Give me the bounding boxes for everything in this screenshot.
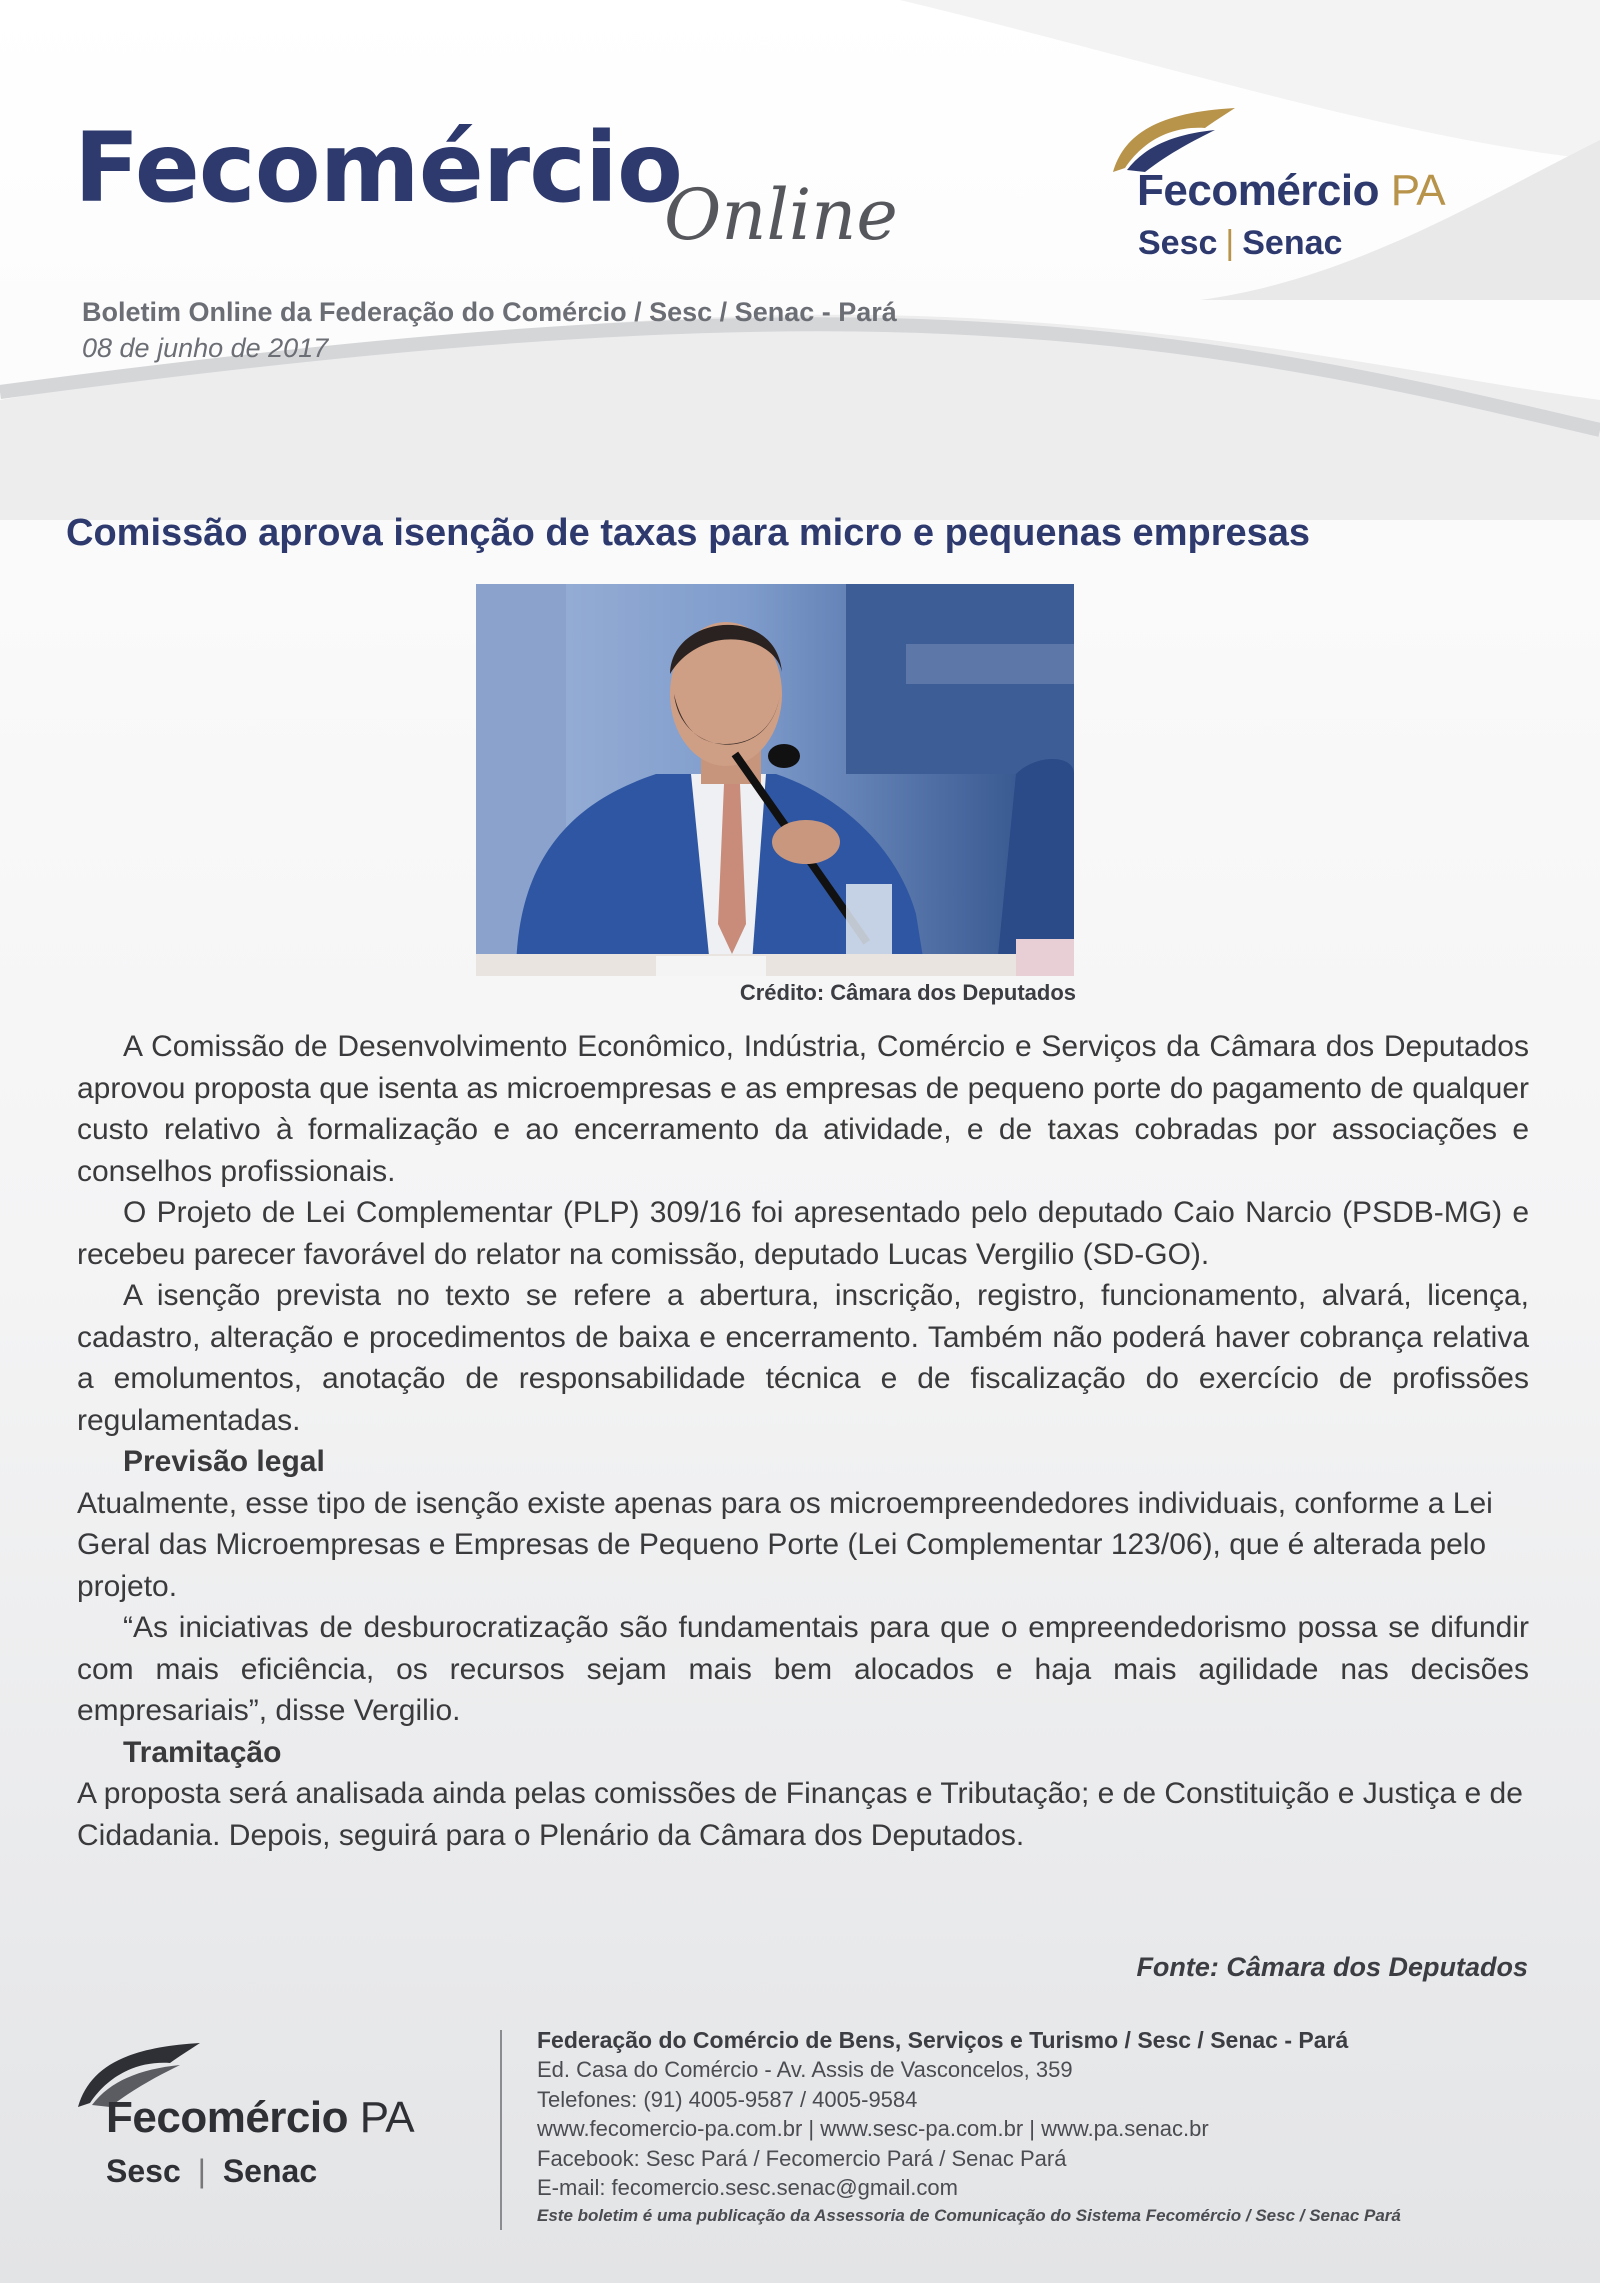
bulletin-subtitle: Boletim Online da Federação do Comércio / Sesc / Senac - Pará [82, 297, 897, 327]
footer-org-name: Federação do Comércio de Bens, Serviços e Turismo / Sesc / Senac - Pará [537, 2027, 1349, 2053]
article-paragraph: A proposta será analisada ainda pelas comissões de Finanças e Tributação; e de Constituição e Justiça e de Cidadania. Depois, seguirá para o Plenário da Câmara dos Deputados. [77, 1777, 1523, 1852]
article-source: Fonte: Câmara dos Deputados [1136, 1952, 1528, 1982]
fecomercio-pa-logo [1095, 100, 1525, 270]
footer-phones: Telefones: (91) 4005-9587 / 4005-9584 [537, 2086, 918, 2112]
logo-subtitle: Sesc | Senac [106, 2153, 318, 2189]
photo-credit: Crédito: Câmara dos Deputados [739, 980, 1076, 1005]
article-photo [476, 584, 1074, 976]
article-paragraph: “As iniciativas de desburocratização são fundamentais para que o empreendedorismo possa se difundir com mais eficiência, os recursos sejam mais bem alocados e haja mais agilidade nas decisões empresariais”, disse Vergilio. [77, 1611, 1529, 1727]
article-paragraph: O Projeto de Lei Complementar (PLP) 309/16 foi apresentado pelo deputado Caio Narcio (PSDB-MG) e recebeu parecer favorável do relator na comissão, deputado Lucas Vergilio (SD-GO). [77, 1196, 1529, 1271]
section-title-tramitacao: Tramitação [123, 1735, 282, 1769]
footer-note: Este boletim é uma publicação da Assessoria de Comunicação do Sistema Fecomércio / Sesc / Senac Pará [537, 2205, 1401, 2225]
bulletin-title-online: Online [664, 174, 898, 256]
article-paragraph: A Comissão de Desenvolvimento Econômico, Indústria, Comércio e Serviços da Câmara dos Deputados aprovou proposta que isenta as microempresas e as empresas de pequeno porte do pagamento de qualquer custo relativo à formalização e ao encerramento da atividade, e de taxas cobradas por associações e conselhos profissionais. [77, 1030, 1529, 1188]
article-body [77, 1026, 1529, 1856]
footer-contact-info [537, 2025, 1537, 2229]
footer-websites[interactable]: www.fecomercio-pa.com.br | www.sesc-pa.com.br | www.pa.senac.br [537, 2116, 1209, 2141]
article-paragraph: Atualmente, esse tipo de isenção existe apenas para os microempreendedores individuais, conforme a Lei Geral das Microempresas e Empresas de Pequeno Porte (Lei Complementar 123/06), que é alterada pelo projeto. [77, 1486, 1493, 1603]
bulletin-title: Fecomércio [74, 112, 682, 224]
article-headline: Comissão aprova isenção de taxas para micro e pequenas empresas [66, 512, 1311, 554]
logo-name: Fecomércio PA [106, 2093, 415, 2142]
footer-email[interactable]: E-mail: fecomercio.sesc.senac@gmail.com [537, 2175, 958, 2200]
bulletin-date: 08 de junho de 2017 [82, 333, 329, 363]
footer-logo [70, 2035, 490, 2195]
article-paragraph: A isenção prevista no texto se refere a abertura, inscrição, registro, funcionamento, alvará, licença, cadastro, alteração e procedimentos de baixa e encerramento. Também não poderá haver cobrança relativa a emolumentos, anotação de responsabilidade técnica e de fiscalização do exercício de profissões regulamentadas. [77, 1279, 1529, 1437]
footer-address: Ed. Casa do Comércio - Av. Assis de Vasconcelos, 359 [537, 2057, 1073, 2082]
footer-divider [500, 2030, 502, 2230]
logo-name: Fecomércio PA [1137, 166, 1446, 215]
logo-subtitle: Sesc | Senac [1138, 224, 1343, 262]
section-title-previsao-legal: Previsão legal [123, 1445, 325, 1478]
footer-facebook: Facebook: Sesc Pará / Fecomercio Pará / Senac Pará [537, 2145, 1067, 2171]
